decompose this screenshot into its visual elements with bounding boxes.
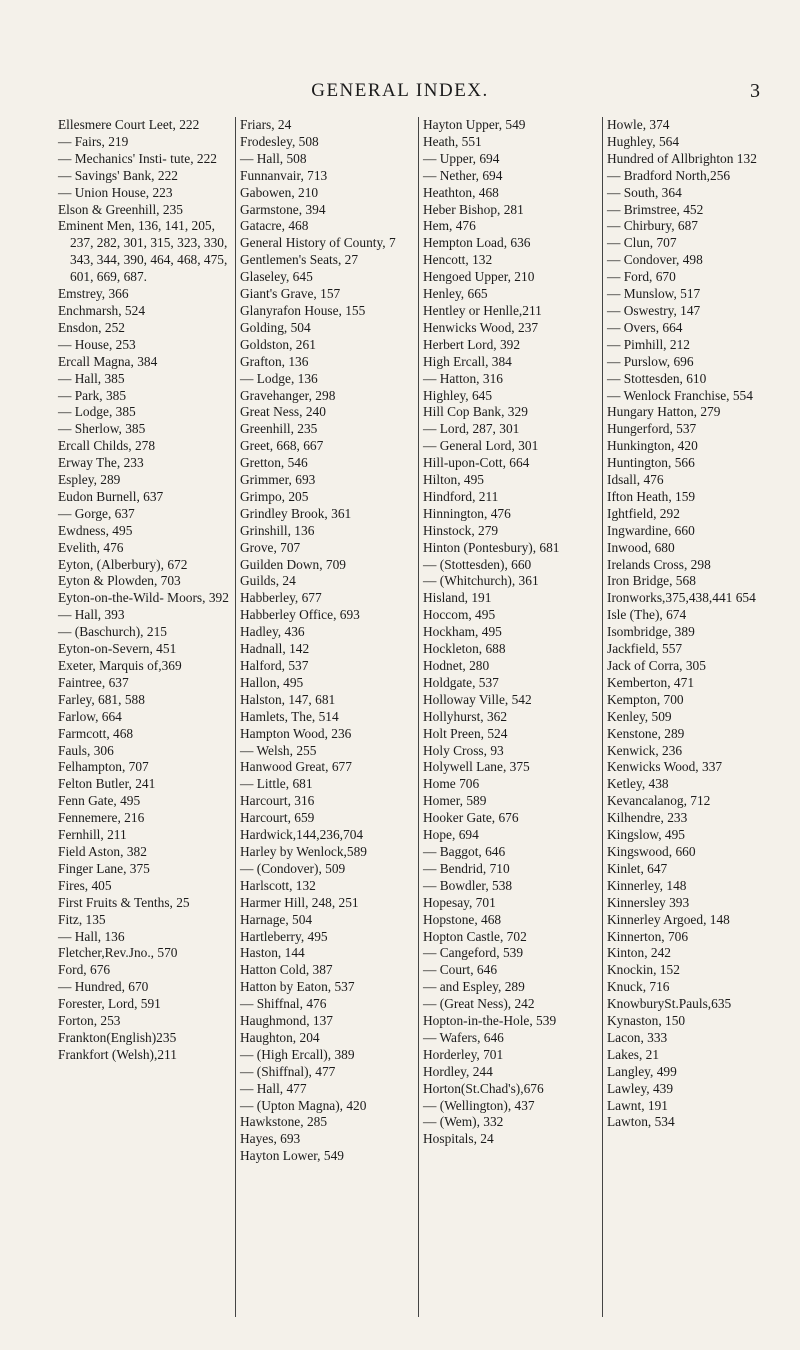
index-entry: Holywell Lane, 375 xyxy=(423,759,530,775)
index-entry: — Hall, 136 xyxy=(58,928,125,944)
index-entry: Farmcott, 468 xyxy=(58,725,134,741)
index-entry: Huntington, 566 xyxy=(607,455,695,471)
index-entry: Garmstone, 394 xyxy=(240,201,326,217)
index-entry: Kenwick, 236 xyxy=(607,742,683,758)
index-entry: — Shiffnal, 476 xyxy=(240,996,327,1012)
index-entry: Harley by Wenlock,589 xyxy=(240,843,367,859)
index-entry: Idsall, 476 xyxy=(607,472,664,488)
index-entry: — Mechanics' Insti- tute, 222 xyxy=(58,150,217,166)
index-entry: — Sherlow, 385 xyxy=(58,421,146,437)
index-entry: Great Ness, 240 xyxy=(240,404,326,420)
index-entry: Lawton, 534 xyxy=(607,1114,675,1130)
index-entry: Kinnersley 393 xyxy=(607,894,690,910)
index-entry: Hallon, 495 xyxy=(240,674,304,690)
index-entry: — Munslow, 517 xyxy=(607,286,701,302)
index-entry: Gabowen, 210 xyxy=(240,184,319,200)
index-entry: — Lord, 287, 301 xyxy=(423,421,520,437)
index-entry: Harnage, 504 xyxy=(240,911,313,927)
index-entry: Heathton, 468 xyxy=(423,184,499,200)
index-entry: Harcourt, 316 xyxy=(240,793,315,809)
page-number: 3 xyxy=(750,80,760,102)
index-entry: Faintree, 637 xyxy=(58,674,129,690)
index-entry: Hatton by Eaton, 537 xyxy=(240,979,355,995)
index-column-3 xyxy=(418,117,602,1317)
index-entry: Haughton, 204 xyxy=(240,1029,320,1045)
index-entry: Inwood, 680 xyxy=(607,539,675,555)
index-entry: Ercall Childs, 278 xyxy=(58,438,156,454)
index-entry: Lakes, 21 xyxy=(607,1046,660,1062)
index-entry: Hawkstone, 285 xyxy=(240,1114,328,1130)
index-entry: Frankton(English)235 xyxy=(58,1029,177,1045)
index-entry: Kinlet, 647 xyxy=(607,860,668,876)
index-entry: Hill-upon-Cott, 664 xyxy=(423,455,530,471)
index-entry: Glaseley, 645 xyxy=(240,269,313,285)
index-entry: Fauls, 306 xyxy=(58,742,114,758)
index-entry: Holy Cross, 93 xyxy=(423,742,504,758)
index-entry: — Savings' Bank, 222 xyxy=(58,167,178,183)
index-entry: Hollyhurst, 362 xyxy=(423,708,508,724)
index-entry: — Ford, 670 xyxy=(607,269,676,285)
index-entry: Field Aston, 382 xyxy=(58,843,147,859)
index-entry: Hungerford, 537 xyxy=(607,421,697,437)
index-entry: — Bowdler, 538 xyxy=(423,877,513,893)
index-entry: Kingslow, 495 xyxy=(607,827,685,843)
index-entry: Hanwood Great, 677 xyxy=(240,759,352,775)
index-entry: Lawley, 439 xyxy=(607,1080,674,1096)
index-entry: Espley, 289 xyxy=(58,472,121,488)
index-entry: Home 706 xyxy=(423,776,480,792)
index-entry: Hayton Upper, 549 xyxy=(423,117,526,132)
index-entry: Eyton & Plowden, 703 xyxy=(58,573,181,589)
index-entry: Guilden Down, 709 xyxy=(240,556,347,572)
index-entry: Hartleberry, 495 xyxy=(240,928,328,944)
index-entry: — Hundred, 670 xyxy=(58,979,149,995)
index-entry: Grove, 707 xyxy=(240,539,301,555)
index-entry: Fletcher,Rev.Jno., 570 xyxy=(58,945,178,961)
index-entry: Halston, 147, 681 xyxy=(240,691,336,707)
index-entry: Howle, 374 xyxy=(607,117,670,132)
index-entry: Hayton Lower, 549 xyxy=(240,1148,344,1164)
index-column-4 xyxy=(602,117,784,1317)
index-entry: Eudon Burnell, 637 xyxy=(58,488,164,504)
index-entry: — Wenlock Franchise, 554 xyxy=(607,387,753,403)
index-entry: Felton Butler, 241 xyxy=(58,776,156,792)
index-entry: Heber Bishop, 281 xyxy=(423,201,524,217)
index-entry: — (Wem), 332 xyxy=(423,1114,504,1130)
index-entry: Fennemere, 216 xyxy=(58,810,145,826)
index-entry: Hunkington, 420 xyxy=(607,438,698,454)
index-entry: — Hall, 385 xyxy=(58,370,125,386)
index-entry: — Nether, 694 xyxy=(423,167,503,183)
index-entry: Frodesley, 508 xyxy=(240,133,319,149)
index-entry: Kinnerton, 706 xyxy=(607,928,689,944)
index-entry: Isombridge, 389 xyxy=(607,624,695,640)
index-entry: Erway The, 233 xyxy=(58,455,144,471)
index-entry: — (High Ercall), 389 xyxy=(240,1046,355,1062)
index-entry: — Welsh, 255 xyxy=(240,742,317,758)
index-entry: Hooker Gate, 676 xyxy=(423,810,519,826)
index-entry: Hope, 694 xyxy=(423,827,479,843)
index-entry: — Court, 646 xyxy=(423,962,498,978)
index-entry: Eyton-on-the-Wild- Moors, 392 xyxy=(58,590,229,606)
index-entry: Golding, 504 xyxy=(240,319,311,335)
index-entry: Grimmer, 693 xyxy=(240,472,316,488)
index-entry: Langley, 499 xyxy=(607,1063,677,1079)
index-entry: Ightfield, 292 xyxy=(607,505,680,521)
index-entry: — Clun, 707 xyxy=(607,235,677,251)
index-entry: Frankfort (Welsh),211 xyxy=(58,1046,177,1062)
index-entry: — (Stottesden), 660 xyxy=(423,556,532,572)
index-entry: Knuck, 716 xyxy=(607,979,670,995)
index-entry: — Hall, 477 xyxy=(240,1080,307,1096)
index-entry: — Oswestry, 147 xyxy=(607,302,701,318)
index-entry: Fernhill, 211 xyxy=(58,827,127,843)
index-entry: Hinnington, 476 xyxy=(423,505,511,521)
index-entry: Fires, 405 xyxy=(58,877,112,893)
index-entry: Herbert Lord, 392 xyxy=(423,336,521,352)
index-entry: Harcourt, 659 xyxy=(240,810,315,826)
index-entry: Glanyrafon House, 155 xyxy=(240,302,366,318)
index-entry: Finger Lane, 375 xyxy=(58,860,150,876)
index-entry: Eyton-on-Severn, 451 xyxy=(58,641,177,657)
index-entry: Lawnt, 191 xyxy=(607,1097,668,1113)
index-entry: — Lodge, 136 xyxy=(240,370,318,386)
index-entry: Homer, 589 xyxy=(423,793,487,809)
index-entry: Gatacre, 468 xyxy=(240,218,309,234)
index-entry: — Little, 681 xyxy=(240,776,313,792)
index-entry: Heath, 551 xyxy=(423,133,482,149)
index-entry: Elson & Greenhill, 235 xyxy=(58,201,183,217)
index-entry: Jack of Corra, 305 xyxy=(607,658,706,673)
index-entry: Hopton Castle, 702 xyxy=(423,928,527,944)
index-entry: Highley, 645 xyxy=(423,387,493,403)
index-entry: Ensdon, 252 xyxy=(58,319,125,335)
index-entry: Kinnerley Argoed, 148 xyxy=(607,911,730,927)
index-entry: Ifton Heath, 159 xyxy=(607,488,696,504)
index-entry: Felhampton, 707 xyxy=(58,759,149,775)
index-entry: Lacon, 333 xyxy=(607,1029,668,1045)
index-entry: Hencott, 132 xyxy=(423,252,493,268)
index-entry: Hockham, 495 xyxy=(423,624,502,640)
index-entry: — Bendrid, 710 xyxy=(423,860,510,876)
index-entry: Harlscott, 132 xyxy=(240,877,316,893)
index-entry: Guilds, 24 xyxy=(240,573,296,589)
index-entry: Hem, 476 xyxy=(423,218,476,234)
index-entry: Hopton-in-the-Hole, 539 xyxy=(423,1013,557,1029)
index-entry: — Park, 385 xyxy=(58,387,127,403)
index-columns xyxy=(58,117,784,1317)
index-entry: Ercall Magna, 384 xyxy=(58,353,158,369)
index-entry: Ingwardine, 660 xyxy=(607,522,695,538)
index-entry: Hopesay, 701 xyxy=(423,894,496,910)
index-entry: Hempton Load, 636 xyxy=(423,235,531,251)
index-entry: — (Upton Magna), 420 xyxy=(240,1097,367,1113)
index-entry: Kingswood, 660 xyxy=(607,843,696,859)
index-entry: Haston, 144 xyxy=(240,945,305,961)
index-entry: Hundred of Allbrighton 132 xyxy=(607,150,757,166)
index-entry: Irelands Cross, 298 xyxy=(607,556,711,572)
index-entry: Funnanvair, 713 xyxy=(240,167,328,183)
index-entry: — Fairs, 219 xyxy=(58,133,129,149)
index-entry: Kinnerley, 148 xyxy=(607,877,687,893)
index-entry: Habberley Office, 693 xyxy=(240,607,360,623)
index-entry: Farley, 681, 588 xyxy=(58,691,145,707)
index-entry: — Chirbury, 687 xyxy=(607,218,699,234)
index-entry: Hodnet, 280 xyxy=(423,658,490,673)
index-entry: Hengoed Upper, 210 xyxy=(423,269,535,285)
running-title: GENERAL INDEX. xyxy=(311,80,489,101)
index-entry: Hadnall, 142 xyxy=(240,641,310,657)
index-entry: Halford, 537 xyxy=(240,658,309,673)
index-entry: First Fruits & Tenths, 25 xyxy=(58,894,190,910)
index-entry: — (Wellington), 437 xyxy=(423,1097,535,1113)
index-entry: Gentlemen's Seats, 27 xyxy=(240,252,359,268)
index-entry: Emstrey, 366 xyxy=(58,286,129,302)
index-entry: Kynaston, 150 xyxy=(607,1013,686,1029)
index-entry: Exeter, Marquis of,369 xyxy=(58,658,182,673)
index-entry: Holloway Ville, 542 xyxy=(423,691,532,707)
index-entry: Hinton (Pontesbury), 681 xyxy=(423,539,560,555)
index-entry: — (Whitchurch), 361 xyxy=(423,573,539,589)
index-entry: — Overs, 664 xyxy=(607,319,683,335)
index-entry: Goldston, 261 xyxy=(240,336,316,352)
index-entry: — Pimhill, 212 xyxy=(607,336,690,352)
index-entry: Hill Cop Bank, 329 xyxy=(423,404,528,420)
index-entry: Habberley, 677 xyxy=(240,590,322,606)
index-entry: Forester, Lord, 591 xyxy=(58,996,161,1012)
index-entry: Grindley Brook, 361 xyxy=(240,505,352,521)
index-entry: Gravehanger, 298 xyxy=(240,387,336,403)
index-entry: Fenn Gate, 495 xyxy=(58,793,141,809)
index-entry: Eminent Men, 136, 141, 205, 237, 282, 301, 315, 323, 330, 343, 344, 390, 464, 468, 475, 601, 669, 687. xyxy=(58,218,228,285)
index-entry: Greet, 668, 667 xyxy=(240,438,324,454)
index-entry: Isle (The), 674 xyxy=(607,607,687,623)
index-entry: Harmer Hill, 248, 251 xyxy=(240,894,359,910)
index-entry: Enchmarsh, 524 xyxy=(58,302,146,318)
index-entry: Hoccom, 495 xyxy=(423,607,496,623)
index-entry: — (Shiffnal), 477 xyxy=(240,1063,336,1079)
index-entry: Kenley, 509 xyxy=(607,708,672,724)
index-entry: — Bradford North,256 xyxy=(607,167,731,183)
index-entry: — General Lord, 301 xyxy=(423,438,539,454)
index-entry: General History of County, 7 xyxy=(240,235,396,251)
index-entry: Horton(St.Chad's),676 xyxy=(423,1080,544,1096)
index-entry: Hadley, 436 xyxy=(240,624,305,640)
index-entry: KnowburySt.Pauls,635 xyxy=(607,996,732,1012)
index-entry: — Cangeford, 539 xyxy=(423,945,524,961)
index-entry: — Purslow, 696 xyxy=(607,353,694,369)
index-entry: Hampton Wood, 236 xyxy=(240,725,352,741)
index-entry: Friars, 24 xyxy=(240,117,292,132)
index-entry: Henley, 665 xyxy=(423,286,488,302)
index-entry: Kilhendre, 233 xyxy=(607,810,688,826)
index-entry: Giant's Grave, 157 xyxy=(240,286,341,302)
index-entry: — and Espley, 289 xyxy=(423,979,525,995)
index-entry: — Hatton, 316 xyxy=(423,370,503,386)
index-entry: Kinton, 242 xyxy=(607,945,671,961)
page-header xyxy=(0,80,800,110)
index-entry: Ketley, 438 xyxy=(607,776,669,792)
index-entry: Hughley, 564 xyxy=(607,133,680,149)
index-entry: Ford, 676 xyxy=(58,962,111,978)
index-entry: Eyton, (Alberbury), 672 xyxy=(58,556,188,572)
index-entry: Ellesmere Court Leet, 222 xyxy=(58,117,200,132)
index-entry: Horderley, 701 xyxy=(423,1046,504,1062)
index-entry: — Wafers, 646 xyxy=(423,1029,504,1045)
index-entry: Holdgate, 537 xyxy=(423,674,499,690)
index-entry: Hospitals, 24 xyxy=(423,1131,494,1147)
index-entry: Farlow, 664 xyxy=(58,708,122,724)
index-entry: Ironworks,375,438,441 654 xyxy=(607,590,756,606)
index-entry: — Union House, 223 xyxy=(58,184,173,200)
index-entry: — Stottesden, 610 xyxy=(607,370,707,386)
index-entry: — (Great Ness), 242 xyxy=(423,996,535,1012)
index-entry: Hamlets, The, 514 xyxy=(240,708,339,724)
index-entry: — Gorge, 637 xyxy=(58,505,135,521)
index-entry: — South, 364 xyxy=(607,184,682,200)
index-entry: — Baggot, 646 xyxy=(423,843,506,859)
index-entry: Kemberton, 471 xyxy=(607,674,695,690)
index-entry: Haughmond, 137 xyxy=(240,1013,333,1029)
index-entry: Kevancalanog, 712 xyxy=(607,793,711,809)
index-entry: Evelith, 476 xyxy=(58,539,124,555)
index-entry: — House, 253 xyxy=(58,336,136,352)
index-entry: Hayes, 693 xyxy=(240,1131,301,1147)
index-entry: Hordley, 244 xyxy=(423,1063,493,1079)
index-column-2 xyxy=(235,117,417,1317)
index-entry: Grafton, 136 xyxy=(240,353,309,369)
index-entry: Kempton, 700 xyxy=(607,691,684,707)
index-entry: Jackfield, 557 xyxy=(607,641,683,657)
index-entry: Hardwick,144,236,704 xyxy=(240,827,364,843)
index-entry: Kenwicks Wood, 337 xyxy=(607,759,723,775)
index-entry: Henwicks Wood, 237 xyxy=(423,319,539,335)
index-entry: Iron Bridge, 568 xyxy=(607,573,696,589)
index-entry: Kenstone, 289 xyxy=(607,725,685,741)
index-entry: Knockin, 152 xyxy=(607,962,680,978)
index-entry: Holt Preen, 524 xyxy=(423,725,508,741)
index-entry: Hopstone, 468 xyxy=(423,911,502,927)
index-entry: — Hall, 393 xyxy=(58,607,125,623)
index-entry: Hilton, 495 xyxy=(423,472,485,488)
index-entry: — (Condover), 509 xyxy=(240,860,346,876)
index-entry: Hindford, 211 xyxy=(423,488,499,504)
index-entry: Hinstock, 279 xyxy=(423,522,499,538)
index-entry: — Hall, 508 xyxy=(240,150,307,166)
index-entry: — Brimstree, 452 xyxy=(607,201,704,217)
index-entry: Ewdness, 495 xyxy=(58,522,133,538)
index-entry: Hentley or Henlle,211 xyxy=(423,302,542,318)
index-entry: Hockleton, 688 xyxy=(423,641,506,657)
index-entry: Grimpo, 205 xyxy=(240,488,309,504)
index-entry: — (Baschurch), 215 xyxy=(58,624,167,640)
index-entry: Hisland, 191 xyxy=(423,590,492,606)
index-column-1 xyxy=(58,117,236,1317)
index-entry: — Lodge, 385 xyxy=(58,404,136,420)
index-entry: — Condover, 498 xyxy=(607,252,703,268)
index-entry: Forton, 253 xyxy=(58,1013,121,1029)
index-entry: Hungary Hatton, 279 xyxy=(607,404,721,420)
index-entry: — Upper, 694 xyxy=(423,150,500,166)
index-entry: Gretton, 546 xyxy=(240,455,308,471)
index-entry: Hatton Cold, 387 xyxy=(240,962,333,978)
index-entry: Greenhill, 235 xyxy=(240,421,318,437)
index-entry: Fitz, 135 xyxy=(58,911,106,927)
index-entry: Grinshill, 136 xyxy=(240,522,315,538)
index-entry: High Ercall, 384 xyxy=(423,353,512,369)
